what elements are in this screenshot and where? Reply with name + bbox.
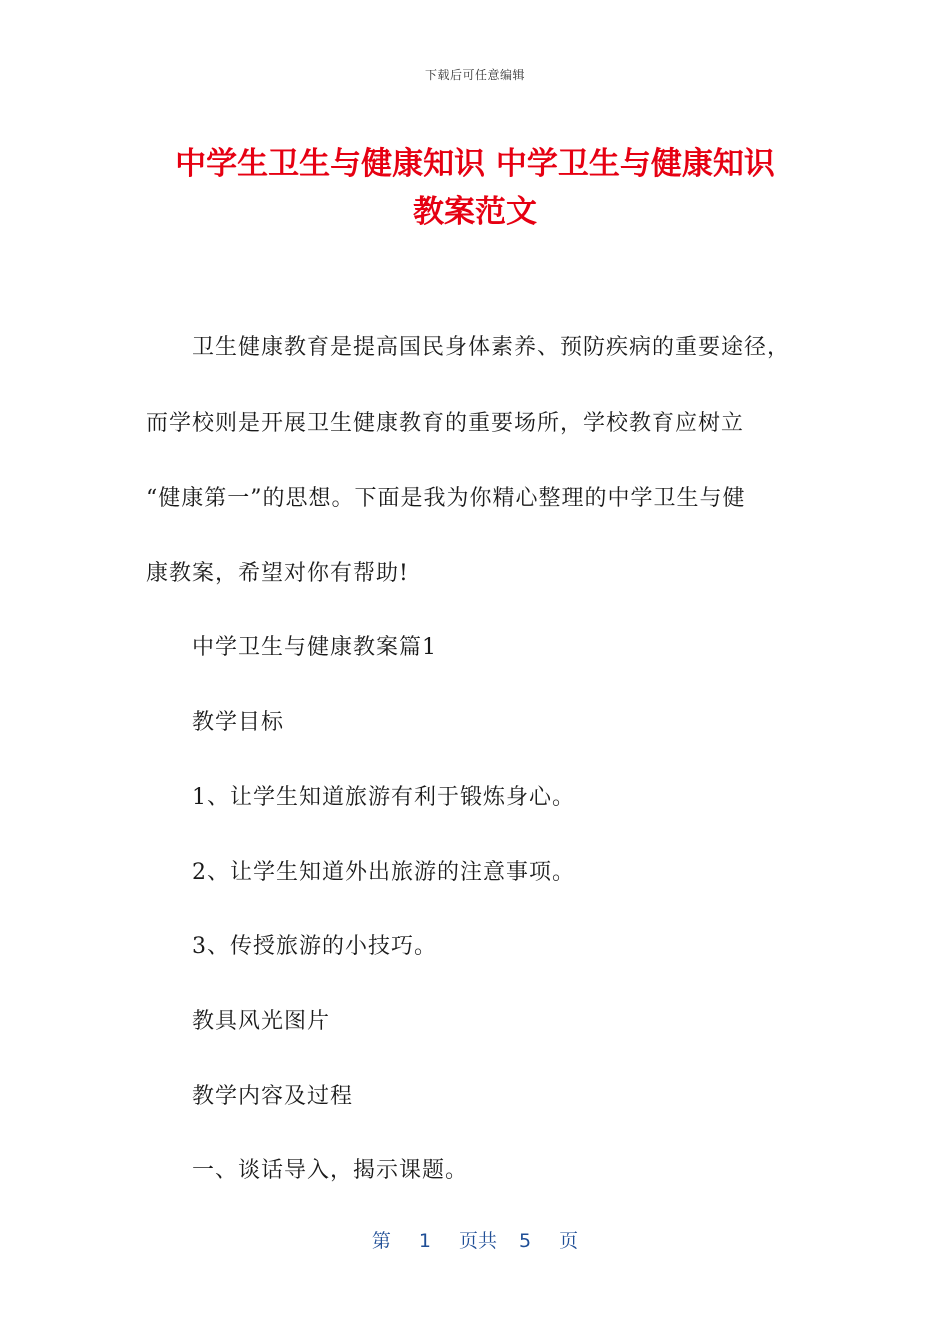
intro-line-1: 卫生健康教育是提高国民身体素养、预防疾病的重要途径， (192, 335, 791, 360)
footer-prefix: 第 (371, 1230, 391, 1252)
intro-line-4: 康教案，希望对你有帮助! (146, 561, 409, 586)
process-step-1: 一、谈话导入，揭示课题。 (192, 1158, 469, 1183)
tools-line: 教具风光图片 (192, 1009, 331, 1034)
goal-item-1: 1、让学生知道旅游有利于锻炼身心。 (192, 785, 575, 810)
document-title (100, 140, 850, 236)
intro-line-2: 而学校则是开展卫生健康教育的重要场所，学校教育应树立 (146, 411, 745, 436)
footer-suffix: 页 (559, 1230, 579, 1252)
goal-item-2: 2、让学生知道外出旅游的注意事项。 (192, 860, 575, 885)
intro-line-3: “健康第一”的思想。下面是我为你精心整理的中学卫生与健 (146, 486, 746, 511)
header-note: 下载后可任意编辑 (424, 68, 525, 82)
footer-total-pages: 5 (519, 1230, 532, 1252)
goals-heading: 教学目标 (192, 710, 285, 735)
process-heading: 教学内容及过程 (192, 1084, 354, 1109)
goal-item-3: 3、传授旅游的小技巧。 (192, 934, 437, 959)
footer-middle: 页共 (458, 1230, 497, 1252)
footer-page-number: 1 (418, 1230, 431, 1252)
title-line-2: 教案范文 (413, 194, 537, 230)
page-footer (0, 1226, 950, 1253)
section-title: 中学卫生与健康教案篇1 (192, 635, 437, 660)
title-line-1: 中学生卫生与健康知识 中学卫生与健康知识 (175, 146, 775, 182)
